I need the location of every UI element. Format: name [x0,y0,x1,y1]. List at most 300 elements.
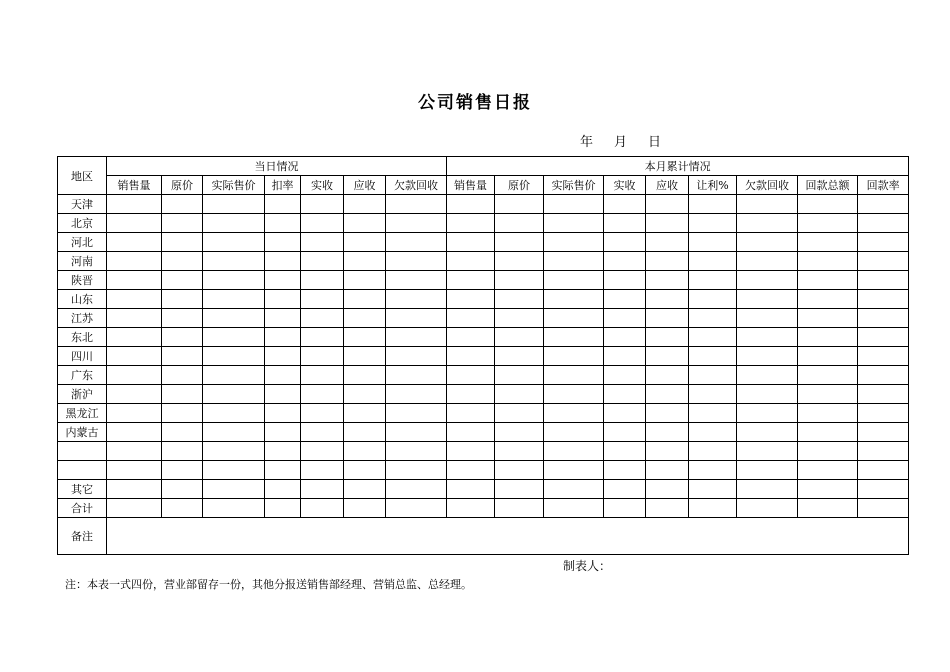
data-cell[interactable] [858,347,909,366]
data-cell[interactable] [447,480,495,499]
data-cell[interactable] [858,385,909,404]
daily-column-header: 实收 [301,176,344,195]
data-cell[interactable] [544,233,604,252]
data-cell[interactable] [447,442,495,461]
data-cell[interactable] [386,214,447,233]
data-cell[interactable] [265,290,301,309]
data-cell[interactable] [495,480,544,499]
data-cell[interactable] [107,290,162,309]
data-cell[interactable] [301,385,344,404]
data-cell[interactable] [737,271,798,290]
data-cell[interactable] [162,480,203,499]
day-label: 日 [648,135,662,150]
data-cell[interactable] [107,233,162,252]
data-cell[interactable] [203,461,265,480]
data-cell[interactable] [265,214,301,233]
data-cell[interactable] [646,252,689,271]
data-cell[interactable] [107,442,162,461]
data-cell[interactable] [344,252,386,271]
data-cell[interactable] [162,499,203,518]
data-cell[interactable] [344,385,386,404]
region-cell: 河北 [58,233,107,252]
data-cell[interactable] [604,404,646,423]
data-cell[interactable] [604,499,646,518]
data-cell[interactable] [858,214,909,233]
data-cell[interactable] [604,366,646,385]
data-cell[interactable] [858,271,909,290]
data-cell[interactable] [646,233,689,252]
data-cell[interactable] [344,271,386,290]
data-cell[interactable] [107,214,162,233]
data-cell[interactable] [386,252,447,271]
data-cell[interactable] [162,404,203,423]
data-cell[interactable] [858,309,909,328]
data-cell[interactable] [265,442,301,461]
table-row [58,233,909,252]
data-cell[interactable] [689,480,737,499]
data-cell[interactable] [495,328,544,347]
data-cell[interactable] [344,214,386,233]
data-cell[interactable] [544,252,604,271]
data-cell[interactable] [646,290,689,309]
data-cell[interactable] [689,404,737,423]
data-cell[interactable] [798,309,858,328]
data-cell[interactable] [265,252,301,271]
data-cell[interactable] [604,271,646,290]
data-cell[interactable] [798,252,858,271]
data-cell[interactable] [162,309,203,328]
data-cell[interactable] [301,442,344,461]
data-cell[interactable] [544,480,604,499]
data-cell[interactable] [344,366,386,385]
data-cell[interactable] [265,328,301,347]
data-cell[interactable] [646,195,689,214]
data-cell[interactable] [447,347,495,366]
region-cell: 陕晋 [58,271,107,290]
data-cell[interactable] [162,347,203,366]
data-cell[interactable] [737,404,798,423]
data-cell[interactable] [386,442,447,461]
data-cell[interactable] [495,214,544,233]
data-cell[interactable] [265,366,301,385]
data-cell[interactable] [858,423,909,442]
data-cell[interactable] [301,423,344,442]
data-cell[interactable] [386,309,447,328]
data-cell[interactable] [203,480,265,499]
data-cell[interactable] [344,290,386,309]
data-cell[interactable] [107,271,162,290]
data-cell[interactable] [495,271,544,290]
data-cell[interactable] [447,328,495,347]
data-cell[interactable] [386,423,447,442]
data-cell[interactable] [604,442,646,461]
data-cell[interactable] [689,290,737,309]
data-cell[interactable] [301,499,344,518]
data-cell[interactable] [495,347,544,366]
data-cell[interactable] [301,480,344,499]
data-cell[interactable] [265,385,301,404]
data-cell[interactable] [162,290,203,309]
data-cell[interactable] [447,423,495,442]
data-cell[interactable] [604,347,646,366]
data-cell[interactable] [386,233,447,252]
data-cell[interactable] [386,290,447,309]
data-cell[interactable] [544,461,604,480]
data-cell[interactable] [203,442,265,461]
data-cell[interactable] [203,499,265,518]
data-cell[interactable] [495,290,544,309]
data-cell[interactable] [798,480,858,499]
data-cell[interactable] [646,499,689,518]
data-cell[interactable] [203,290,265,309]
data-cell[interactable] [344,461,386,480]
data-cell[interactable] [858,442,909,461]
data-cell[interactable] [737,214,798,233]
data-cell[interactable] [162,233,203,252]
data-cell[interactable] [798,290,858,309]
data-cell[interactable] [107,309,162,328]
data-cell[interactable] [604,290,646,309]
data-cell[interactable] [858,461,909,480]
data-cell[interactable] [604,309,646,328]
data-cell[interactable] [301,366,344,385]
region-cell: 天津 [58,195,107,214]
data-cell[interactable] [544,347,604,366]
data-cell[interactable] [604,233,646,252]
data-cell[interactable] [689,271,737,290]
data-cell[interactable] [544,195,604,214]
data-cell[interactable] [737,480,798,499]
data-cell[interactable] [858,366,909,385]
data-cell[interactable] [162,366,203,385]
data-cell[interactable] [344,442,386,461]
data-cell[interactable] [798,214,858,233]
data-cell[interactable] [265,195,301,214]
data-cell[interactable] [344,195,386,214]
data-cell[interactable] [162,442,203,461]
data-cell[interactable] [646,328,689,347]
data-cell[interactable] [301,347,344,366]
page-title: 公司销售日报 [418,93,532,113]
data-cell[interactable] [544,271,604,290]
data-cell[interactable] [107,461,162,480]
data-cell[interactable] [265,404,301,423]
data-cell[interactable] [646,271,689,290]
data-cell[interactable] [447,309,495,328]
data-cell[interactable] [689,461,737,480]
data-cell[interactable] [301,214,344,233]
data-cell[interactable] [447,499,495,518]
data-cell[interactable] [737,252,798,271]
data-cell[interactable] [689,252,737,271]
data-cell[interactable] [203,252,265,271]
daily-column-header: 销售量 [107,176,162,195]
table-row [58,461,909,480]
data-cell[interactable] [107,252,162,271]
data-cell[interactable] [737,309,798,328]
data-cell[interactable] [544,385,604,404]
data-cell[interactable] [495,385,544,404]
data-cell[interactable] [604,214,646,233]
data-cell[interactable] [604,423,646,442]
data-cell[interactable] [858,499,909,518]
data-cell[interactable] [689,233,737,252]
data-cell[interactable] [301,461,344,480]
data-cell[interactable] [203,328,265,347]
data-cell[interactable] [544,404,604,423]
data-cell[interactable] [203,309,265,328]
data-cell[interactable] [447,290,495,309]
data-cell[interactable] [107,366,162,385]
region-cell: 江苏 [58,309,107,328]
data-cell[interactable] [301,271,344,290]
data-cell[interactable] [107,480,162,499]
data-cell[interactable] [107,385,162,404]
data-cell[interactable] [301,195,344,214]
data-cell[interactable] [301,233,344,252]
data-cell[interactable] [689,195,737,214]
data-cell[interactable] [107,195,162,214]
data-cell[interactable] [689,366,737,385]
data-cell[interactable] [162,214,203,233]
year-label: 年 [580,135,594,150]
data-cell[interactable] [544,309,604,328]
data-cell[interactable] [646,214,689,233]
data-cell[interactable] [203,271,265,290]
data-cell[interactable] [689,423,737,442]
data-cell[interactable] [737,347,798,366]
data-cell[interactable] [107,328,162,347]
data-cell[interactable] [689,499,737,518]
data-cell[interactable] [107,499,162,518]
data-cell[interactable] [301,328,344,347]
data-cell[interactable] [265,423,301,442]
header-row-groups [58,157,909,176]
data-cell[interactable] [265,461,301,480]
data-cell[interactable] [203,404,265,423]
data-cell[interactable] [646,480,689,499]
data-cell[interactable] [386,195,447,214]
data-cell[interactable] [495,404,544,423]
data-cell[interactable] [265,347,301,366]
table-row [58,309,909,328]
data-cell[interactable] [162,328,203,347]
data-cell[interactable] [265,271,301,290]
data-cell[interactable] [344,328,386,347]
data-cell[interactable] [344,423,386,442]
data-cell[interactable] [265,499,301,518]
data-cell[interactable] [646,461,689,480]
data-cell[interactable] [798,385,858,404]
data-cell[interactable] [689,347,737,366]
data-cell[interactable] [646,404,689,423]
daily-column-header: 原价 [162,176,203,195]
data-cell[interactable] [301,404,344,423]
data-cell[interactable] [495,233,544,252]
data-cell[interactable] [386,480,447,499]
data-cell[interactable] [386,499,447,518]
data-cell[interactable] [495,252,544,271]
data-cell[interactable] [447,252,495,271]
data-cell[interactable] [386,328,447,347]
data-cell[interactable] [689,442,737,461]
data-cell[interactable] [798,347,858,366]
data-cell[interactable] [604,195,646,214]
data-cell[interactable] [344,233,386,252]
data-cell[interactable] [604,328,646,347]
data-cell[interactable] [858,290,909,309]
data-cell[interactable] [386,461,447,480]
data-cell[interactable] [107,423,162,442]
region-cell [58,461,107,480]
data-cell[interactable] [447,385,495,404]
data-cell[interactable] [107,404,162,423]
region-cell: 河南 [58,252,107,271]
data-cell[interactable] [386,366,447,385]
data-cell[interactable] [689,328,737,347]
data-cell[interactable] [798,233,858,252]
data-cell[interactable] [265,233,301,252]
data-cell[interactable] [646,385,689,404]
remark-cell[interactable] [107,518,909,555]
data-cell[interactable] [344,347,386,366]
data-cell[interactable] [447,233,495,252]
table-row [58,290,909,309]
data-cell[interactable] [447,214,495,233]
data-cell[interactable] [737,423,798,442]
data-cell[interactable] [495,442,544,461]
table-row [58,480,909,499]
data-cell[interactable] [737,233,798,252]
data-cell[interactable] [544,499,604,518]
data-cell[interactable] [737,499,798,518]
data-cell[interactable] [447,461,495,480]
data-cell[interactable] [737,366,798,385]
data-cell[interactable] [858,480,909,499]
data-cell[interactable] [495,423,544,442]
table-row [58,328,909,347]
data-cell[interactable] [203,214,265,233]
data-cell[interactable] [737,290,798,309]
data-cell[interactable] [689,309,737,328]
data-cell[interactable] [495,195,544,214]
data-cell[interactable] [737,328,798,347]
data-cell[interactable] [447,404,495,423]
data-cell[interactable] [386,385,447,404]
data-cell[interactable] [386,271,447,290]
data-cell[interactable] [162,461,203,480]
data-cell[interactable] [495,309,544,328]
data-cell[interactable] [301,252,344,271]
data-cell[interactable] [798,461,858,480]
data-cell[interactable] [301,290,344,309]
data-cell[interactable] [203,195,265,214]
data-cell[interactable] [344,480,386,499]
data-cell[interactable] [604,252,646,271]
data-cell[interactable] [798,366,858,385]
data-cell[interactable] [386,347,447,366]
data-cell[interactable] [798,195,858,214]
data-cell[interactable] [107,347,162,366]
data-cell[interactable] [646,423,689,442]
header-row-columns [58,176,909,195]
data-cell[interactable] [162,423,203,442]
footnote: 注：本表一式四份，营业部留存一份，其他分报送销售部经理、营销总监、总经理。 [65,578,472,591]
region-cell: 山东 [58,290,107,309]
data-cell[interactable] [265,309,301,328]
data-cell[interactable] [162,271,203,290]
data-cell[interactable] [798,442,858,461]
data-cell[interactable] [858,195,909,214]
data-cell[interactable] [798,404,858,423]
data-cell[interactable] [858,328,909,347]
data-cell[interactable] [301,309,344,328]
data-cell[interactable] [798,271,858,290]
data-cell[interactable] [386,404,447,423]
data-cell[interactable] [646,347,689,366]
data-cell[interactable] [495,461,544,480]
data-cell[interactable] [737,442,798,461]
data-cell[interactable] [544,366,604,385]
data-cell[interactable] [737,385,798,404]
data-cell[interactable] [162,385,203,404]
data-cell[interactable] [495,366,544,385]
data-cell[interactable] [544,442,604,461]
data-cell[interactable] [344,309,386,328]
data-cell[interactable] [858,233,909,252]
data-cell[interactable] [858,404,909,423]
data-cell[interactable] [798,328,858,347]
table-row [58,195,909,214]
data-cell[interactable] [646,309,689,328]
data-cell[interactable] [203,385,265,404]
data-cell[interactable] [344,499,386,518]
data-cell[interactable] [798,423,858,442]
data-cell[interactable] [203,233,265,252]
data-cell[interactable] [798,499,858,518]
data-cell[interactable] [447,195,495,214]
data-cell[interactable] [203,347,265,366]
data-cell[interactable] [544,214,604,233]
month-label: 月 [614,135,628,150]
sales-report-table [57,156,909,555]
data-cell[interactable] [162,252,203,271]
data-cell[interactable] [203,423,265,442]
table-row [58,442,909,461]
data-cell[interactable] [544,423,604,442]
data-cell[interactable] [544,290,604,309]
data-cell[interactable] [162,195,203,214]
data-cell[interactable] [604,480,646,499]
data-cell[interactable] [646,366,689,385]
data-cell[interactable] [604,461,646,480]
data-cell[interactable] [265,480,301,499]
data-cell[interactable] [737,461,798,480]
data-cell[interactable] [544,328,604,347]
data-cell[interactable] [737,195,798,214]
data-cell[interactable] [203,366,265,385]
region-cell [58,442,107,461]
data-cell[interactable] [604,385,646,404]
data-cell[interactable] [646,442,689,461]
data-cell[interactable] [495,499,544,518]
data-cell[interactable] [689,214,737,233]
data-cell[interactable] [689,385,737,404]
data-cell[interactable] [344,404,386,423]
data-cell[interactable] [447,271,495,290]
data-cell[interactable] [858,252,909,271]
data-cell[interactable] [447,366,495,385]
